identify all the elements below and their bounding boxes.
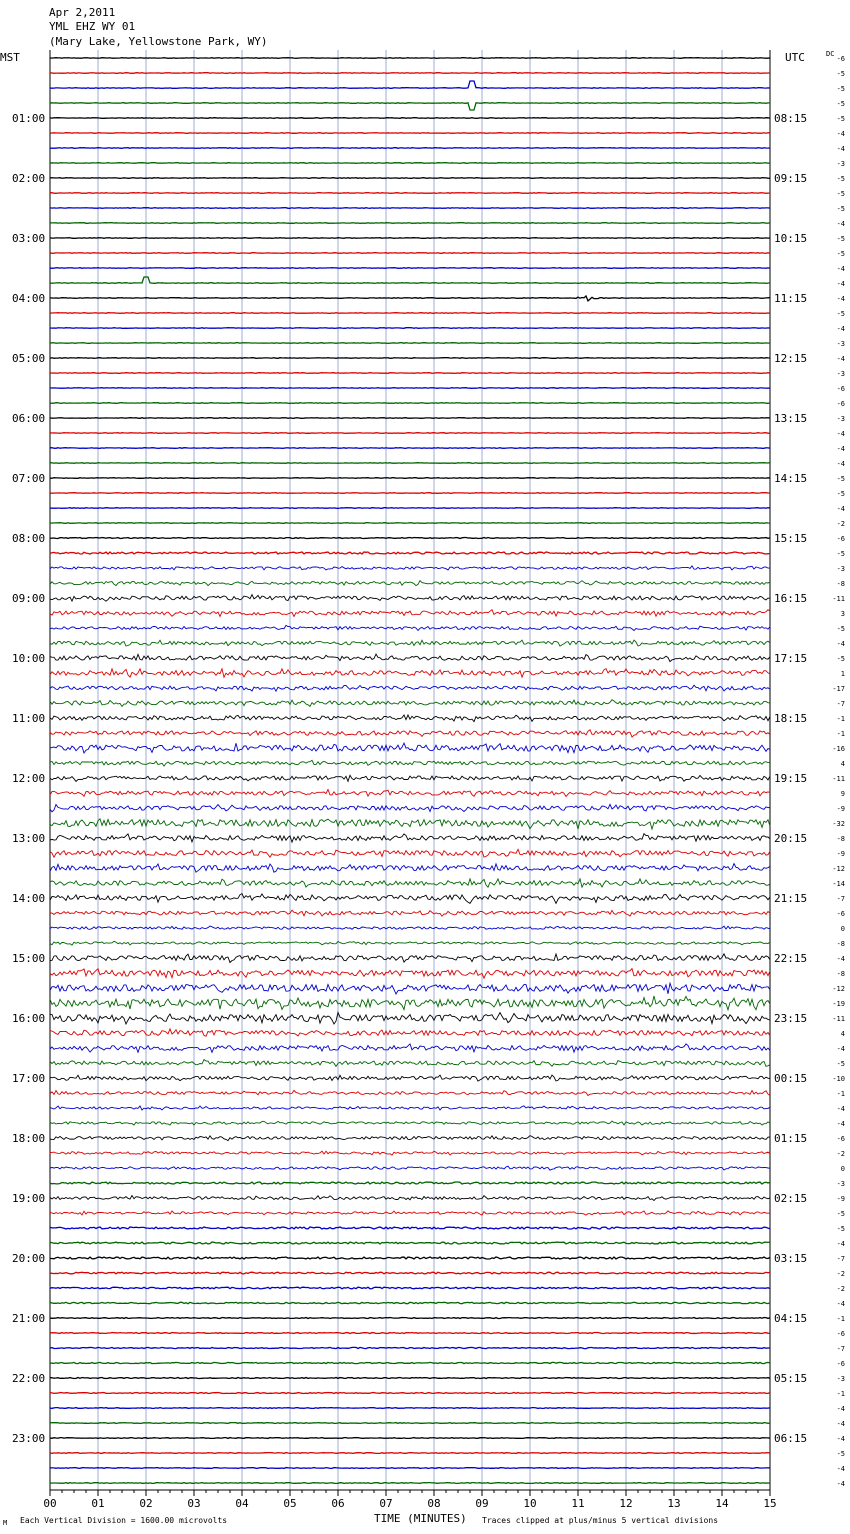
dc-offset-label: -4 bbox=[836, 325, 845, 333]
dc-offset-label: -5 bbox=[836, 115, 845, 123]
dc-offset-label: -3 bbox=[836, 370, 845, 378]
trace-19 bbox=[50, 343, 770, 344]
trace-66 bbox=[50, 1044, 770, 1052]
dc-offset-label: -4 bbox=[836, 1045, 845, 1053]
trace-22 bbox=[50, 388, 770, 389]
trace-26 bbox=[50, 448, 770, 449]
dc-offset-label: -5 bbox=[836, 1225, 845, 1233]
trace-78 bbox=[50, 1227, 770, 1229]
dc-offset-label: -4 bbox=[836, 1240, 845, 1248]
dc-offset-label: -5 bbox=[836, 190, 845, 198]
dc-offset-label: -11 bbox=[832, 775, 845, 783]
dc-offset-label: -4 bbox=[836, 265, 845, 273]
trace-68 bbox=[50, 1075, 770, 1081]
trace-7 bbox=[50, 163, 770, 164]
left-hour-label: 23:00 bbox=[12, 1432, 46, 1445]
corner-mark: M bbox=[3, 1519, 8, 1527]
x-tick-label: 12 bbox=[619, 1497, 633, 1510]
x-tick-label: 15 bbox=[763, 1497, 777, 1510]
dc-offset-label: -5 bbox=[836, 655, 845, 663]
trace-35 bbox=[50, 581, 770, 586]
x-tick-label: 07 bbox=[379, 1497, 393, 1510]
x-tick-label: 08 bbox=[427, 1497, 441, 1510]
dc-offset-label: -6 bbox=[836, 1330, 845, 1338]
dc-offset-label: -11 bbox=[832, 1015, 845, 1023]
right-hour-label: 13:15 bbox=[774, 412, 808, 425]
trace-6 bbox=[50, 148, 770, 149]
trace-34 bbox=[50, 566, 770, 570]
trace-33 bbox=[50, 552, 770, 554]
trace-94 bbox=[50, 1468, 770, 1469]
trace-38 bbox=[50, 625, 770, 630]
trace-60 bbox=[50, 954, 770, 963]
x-tick-label: 03 bbox=[187, 1497, 201, 1510]
left-hour-label: 05:00 bbox=[12, 352, 46, 365]
trace-69 bbox=[50, 1090, 770, 1095]
trace-84 bbox=[50, 1318, 770, 1319]
trace-43 bbox=[50, 700, 770, 707]
trace-45 bbox=[50, 730, 770, 737]
x-tick-label: 13 bbox=[667, 1497, 681, 1510]
trace-3 bbox=[50, 103, 770, 110]
right-hour-label: 11:15 bbox=[774, 292, 808, 305]
dc-offset-label: -4 bbox=[836, 1405, 845, 1413]
trace-79 bbox=[50, 1242, 770, 1244]
dc-offset-label: -3 bbox=[836, 1180, 845, 1188]
trace-65 bbox=[50, 1029, 770, 1036]
trace-24 bbox=[50, 418, 770, 419]
dc-offset-label: -4 bbox=[836, 430, 845, 438]
trace-53 bbox=[50, 849, 770, 857]
header-location: (Mary Lake, Yellowstone Park, WY) bbox=[49, 35, 268, 48]
dc-offset-label: -1 bbox=[836, 1315, 845, 1323]
dc-offset-label: -5 bbox=[836, 85, 845, 93]
dc-offset-label: 4 bbox=[840, 1030, 845, 1038]
x-tick-label: 01 bbox=[91, 1497, 105, 1510]
right-hour-label: 01:15 bbox=[774, 1132, 808, 1145]
trace-17 bbox=[50, 313, 770, 314]
dc-offset-label: -12 bbox=[832, 985, 845, 993]
trace-77 bbox=[50, 1211, 770, 1215]
dc-offset-label: -9 bbox=[836, 850, 845, 858]
right-hour-label: 15:15 bbox=[774, 532, 808, 545]
header-date: Apr 2,2011 bbox=[49, 6, 116, 19]
dc-offset-label: -5 bbox=[836, 100, 845, 108]
right-hour-label: 08:15 bbox=[774, 112, 808, 125]
dc-offset-label: -4 bbox=[836, 1465, 845, 1473]
left-hour-label: 08:00 bbox=[12, 532, 46, 545]
trace-10 bbox=[50, 208, 770, 209]
right-hour-label: 05:15 bbox=[774, 1372, 808, 1385]
x-tick-label: 04 bbox=[235, 1497, 249, 1510]
right-hour-label: 19:15 bbox=[774, 772, 808, 785]
dc-offset-label: -3 bbox=[836, 340, 845, 348]
trace-4 bbox=[50, 118, 770, 119]
x-tick-label: 09 bbox=[475, 1497, 489, 1510]
dc-offset-label: -12 bbox=[832, 865, 845, 873]
dc-offset-label: -4 bbox=[836, 1480, 845, 1488]
dc-offset-label: -9 bbox=[836, 1195, 845, 1203]
trace-83 bbox=[50, 1302, 770, 1303]
dc-offset-label: -4 bbox=[836, 445, 845, 453]
dc-offset-label: -7 bbox=[836, 1345, 845, 1353]
dc-offset-label: -5 bbox=[836, 1210, 845, 1218]
clip-note: Traces clipped at plus/minus 5 vertical divisions bbox=[482, 1516, 719, 1525]
trace-91 bbox=[50, 1423, 770, 1424]
trace-50 bbox=[50, 804, 770, 811]
trace-20 bbox=[50, 358, 770, 359]
trace-74 bbox=[50, 1166, 770, 1170]
left-hour-label: 12:00 bbox=[12, 772, 46, 785]
trace-47 bbox=[50, 760, 770, 766]
dc-offset-label: 9 bbox=[840, 790, 845, 798]
dc-offset-label: 0 bbox=[840, 1165, 845, 1173]
header-station: YML EHZ WY 01 bbox=[49, 20, 136, 33]
trace-15 bbox=[50, 277, 770, 283]
x-tick-label: 14 bbox=[715, 1497, 729, 1510]
right-hour-label: 12:15 bbox=[774, 352, 808, 365]
left-hour-label: 07:00 bbox=[12, 472, 46, 485]
dc-offset-label: -4 bbox=[836, 1120, 845, 1128]
trace-57 bbox=[50, 910, 770, 916]
dc-offset-label: -6 bbox=[836, 1360, 845, 1368]
trace-2 bbox=[50, 81, 770, 88]
x-tick-label: 00 bbox=[43, 1497, 57, 1510]
right-hour-label: 04:15 bbox=[774, 1312, 808, 1325]
dc-offset-label: -1 bbox=[836, 1090, 845, 1098]
dc-offset-label: -1 bbox=[836, 1390, 845, 1398]
trace-56 bbox=[50, 894, 770, 904]
trace-18 bbox=[50, 328, 770, 329]
trace-41 bbox=[50, 669, 770, 678]
dc-offset-label: -11 bbox=[832, 595, 845, 603]
trace-70 bbox=[50, 1106, 770, 1110]
x-axis bbox=[43, 1490, 776, 1510]
dc-offset-label: -2 bbox=[836, 1285, 845, 1293]
dc-offset-label: -6 bbox=[836, 400, 845, 408]
right-hour-label: 16:15 bbox=[774, 592, 808, 605]
trace-21 bbox=[50, 373, 770, 374]
dc-offset-label: -1 bbox=[836, 730, 845, 738]
trace-49 bbox=[50, 790, 770, 797]
trace-75 bbox=[50, 1182, 770, 1184]
trace-86 bbox=[50, 1347, 770, 1348]
dc-offset-label: -6 bbox=[836, 385, 845, 393]
trace-42 bbox=[50, 685, 770, 691]
left-hour-label: 11:00 bbox=[12, 712, 46, 725]
dc-offset-label: -3 bbox=[836, 565, 845, 573]
trace-40 bbox=[50, 654, 770, 662]
dc-offset-label: -16 bbox=[832, 745, 845, 753]
right-hour-label: 23:15 bbox=[774, 1012, 808, 1025]
trace-0 bbox=[50, 58, 770, 59]
dc-offset-label: -7 bbox=[836, 1255, 845, 1263]
dc-offset-label: -4 bbox=[836, 1435, 845, 1443]
dc-offset-label: -4 bbox=[836, 1300, 845, 1308]
dc-offset-label: -5 bbox=[836, 250, 845, 258]
left-hour-label: 04:00 bbox=[12, 292, 46, 305]
dc-offset-label: -4 bbox=[836, 1420, 845, 1428]
right-hour-label: 20:15 bbox=[774, 832, 808, 845]
x-tick-label: 11 bbox=[571, 1497, 585, 1510]
trace-59 bbox=[50, 941, 770, 945]
trace-12 bbox=[50, 238, 770, 239]
dc-offset-label: -2 bbox=[836, 1150, 845, 1158]
x-axis-title: TIME (MINUTES) bbox=[374, 1512, 467, 1525]
left-hour-labels bbox=[12, 112, 45, 1445]
trace-90 bbox=[50, 1408, 770, 1409]
dc-offset-label: 0 bbox=[840, 925, 845, 933]
left-hour-label: 19:00 bbox=[12, 1192, 46, 1205]
dc-offset-label: 3 bbox=[840, 610, 845, 618]
trace-29 bbox=[50, 493, 770, 494]
trace-36 bbox=[50, 595, 770, 602]
x-tick-label: 06 bbox=[331, 1497, 345, 1510]
dc-offset-label: -5 bbox=[836, 1450, 845, 1458]
dc-offset-label: -4 bbox=[836, 955, 845, 963]
trace-73 bbox=[50, 1151, 770, 1155]
trace-16 bbox=[50, 296, 770, 301]
trace-55 bbox=[50, 879, 770, 887]
trace-37 bbox=[50, 610, 770, 617]
left-hour-label: 16:00 bbox=[12, 1012, 46, 1025]
dc-offset-label: -19 bbox=[832, 1000, 845, 1008]
dc-offset-label: -4 bbox=[836, 505, 845, 513]
dc-offset-label: -10 bbox=[832, 1075, 845, 1083]
trace-32 bbox=[50, 538, 770, 539]
left-hour-label: 21:00 bbox=[12, 1312, 46, 1325]
left-hour-label: 03:00 bbox=[12, 232, 46, 245]
trace-76 bbox=[50, 1196, 770, 1201]
dc-offset-label: -5 bbox=[836, 550, 845, 558]
trace-8 bbox=[50, 178, 770, 179]
dc-offset-label: -5 bbox=[836, 1060, 845, 1068]
dc-offset-label: -2 bbox=[836, 520, 845, 528]
trace-81 bbox=[50, 1272, 770, 1274]
trace-92 bbox=[50, 1438, 770, 1439]
trace-89 bbox=[50, 1393, 770, 1394]
dc-offset-label: -8 bbox=[836, 970, 845, 978]
dc-offset-label: -4 bbox=[836, 460, 845, 468]
trace-52 bbox=[50, 834, 770, 842]
dc-offset-label: -5 bbox=[836, 625, 845, 633]
trace-48 bbox=[50, 775, 770, 781]
right-hour-label: 17:15 bbox=[774, 652, 808, 665]
left-hour-label: 09:00 bbox=[12, 592, 46, 605]
right-hour-label: 21:15 bbox=[774, 892, 808, 905]
trace-30 bbox=[50, 508, 770, 509]
dc-offset-label: -9 bbox=[836, 805, 845, 813]
dc-offset-label: -6 bbox=[836, 1135, 845, 1143]
trace-63 bbox=[50, 996, 770, 1010]
dc-offset-label: -6 bbox=[836, 535, 845, 543]
left-hour-label: 01:00 bbox=[12, 112, 46, 125]
dc-label: DC bbox=[826, 50, 835, 58]
right-hour-label: 18:15 bbox=[774, 712, 808, 725]
scale-note: Each Vertical Division = 1600.00 microvolts bbox=[20, 1516, 228, 1525]
left-hour-label: 15:00 bbox=[12, 952, 46, 965]
trace-13 bbox=[50, 253, 770, 254]
left-hour-label: 06:00 bbox=[12, 412, 46, 425]
trace-82 bbox=[50, 1287, 770, 1289]
trace-44 bbox=[50, 715, 770, 722]
trace-46 bbox=[50, 743, 770, 753]
dc-offset-label: -2 bbox=[836, 1270, 845, 1278]
trace-25 bbox=[50, 433, 770, 434]
dc-offset-label: -14 bbox=[832, 880, 845, 888]
left-hour-label: 14:00 bbox=[12, 892, 46, 905]
trace-72 bbox=[50, 1136, 770, 1141]
left-hour-label: 10:00 bbox=[12, 652, 46, 665]
left-hour-label: 18:00 bbox=[12, 1132, 46, 1145]
dc-offset-label: -5 bbox=[836, 235, 845, 243]
dc-offset-label: -32 bbox=[832, 820, 845, 828]
dc-offset-label: -6 bbox=[836, 910, 845, 918]
left-timezone-label: MST bbox=[0, 51, 20, 64]
trace-58 bbox=[50, 926, 770, 929]
dc-offset-label: -8 bbox=[836, 580, 845, 588]
grid bbox=[50, 50, 770, 1490]
trace-93 bbox=[50, 1453, 770, 1454]
left-hour-label: 02:00 bbox=[12, 172, 46, 185]
right-hour-label: 06:15 bbox=[774, 1432, 808, 1445]
right-hour-label: 00:15 bbox=[774, 1072, 808, 1085]
dc-offset-label: -8 bbox=[836, 835, 845, 843]
trace-9 bbox=[50, 193, 770, 194]
trace-71 bbox=[50, 1121, 770, 1125]
trace-39 bbox=[50, 640, 770, 646]
left-hour-label: 20:00 bbox=[12, 1252, 46, 1265]
x-tick-label: 05 bbox=[283, 1497, 297, 1510]
trace-23 bbox=[50, 403, 770, 404]
trace-27 bbox=[50, 463, 770, 464]
right-hour-label: 22:15 bbox=[774, 952, 808, 965]
left-hour-label: 22:00 bbox=[12, 1372, 46, 1385]
right-hour-label: 10:15 bbox=[774, 232, 808, 245]
dc-offset-label: -7 bbox=[836, 700, 845, 708]
dc-offset-label: -4 bbox=[836, 295, 845, 303]
right-hour-labels bbox=[774, 112, 807, 1445]
right-hour-label: 14:15 bbox=[774, 472, 808, 485]
dc-offset-label: -5 bbox=[836, 490, 845, 498]
dc-offset-label: 1 bbox=[840, 670, 845, 678]
trace-51 bbox=[50, 819, 770, 829]
trace-28 bbox=[50, 478, 770, 479]
dc-offset-label: -5 bbox=[836, 475, 845, 483]
dc-offset-label: -8 bbox=[836, 940, 845, 948]
dc-offset-label: -3 bbox=[836, 1375, 845, 1383]
dc-offset-label: -1 bbox=[836, 715, 845, 723]
dc-offset-label: -17 bbox=[832, 685, 845, 693]
left-hour-label: 17:00 bbox=[12, 1072, 46, 1085]
left-hour-label: 13:00 bbox=[12, 832, 46, 845]
dc-offset-label: -7 bbox=[836, 895, 845, 903]
trace-88 bbox=[50, 1378, 770, 1379]
right-timezone-label: UTC bbox=[785, 51, 805, 64]
trace-85 bbox=[50, 1333, 770, 1334]
trace-62 bbox=[50, 983, 770, 994]
dc-offset-label: -4 bbox=[836, 640, 845, 648]
right-hour-label: 09:15 bbox=[774, 172, 808, 185]
x-tick-label: 02 bbox=[139, 1497, 153, 1510]
trace-64 bbox=[50, 1012, 770, 1024]
dc-offset-label: -3 bbox=[836, 160, 845, 168]
trace-group bbox=[50, 58, 770, 1484]
trace-80 bbox=[50, 1257, 770, 1259]
trace-5 bbox=[50, 133, 770, 134]
right-hour-label: 02:15 bbox=[774, 1192, 808, 1205]
dc-offset-label: 4 bbox=[840, 760, 845, 768]
trace-31 bbox=[50, 523, 770, 524]
dc-offset-labels bbox=[832, 55, 845, 1488]
dc-offset-label: -5 bbox=[836, 175, 845, 183]
trace-11 bbox=[50, 223, 770, 224]
dc-offset-label: -4 bbox=[836, 355, 845, 363]
x-tick-label: 10 bbox=[523, 1497, 537, 1510]
trace-87 bbox=[50, 1362, 770, 1363]
dc-offset-label: -5 bbox=[836, 310, 845, 318]
trace-54 bbox=[50, 864, 770, 873]
dc-offset-label: -6 bbox=[836, 55, 845, 63]
dc-offset-label: -4 bbox=[836, 220, 845, 228]
dc-offset-label: -5 bbox=[836, 70, 845, 78]
trace-1 bbox=[50, 73, 770, 74]
dc-offset-label: -4 bbox=[836, 130, 845, 138]
trace-14 bbox=[50, 268, 770, 269]
dc-offset-label: -4 bbox=[836, 280, 845, 288]
dc-offset-label: -4 bbox=[836, 145, 845, 153]
trace-95 bbox=[50, 1483, 770, 1484]
trace-67 bbox=[50, 1060, 770, 1067]
trace-61 bbox=[50, 969, 770, 979]
dc-offset-label: -5 bbox=[836, 205, 845, 213]
dc-offset-label: -3 bbox=[836, 415, 845, 423]
dc-offset-label: -4 bbox=[836, 1105, 845, 1113]
right-hour-label: 03:15 bbox=[774, 1252, 808, 1265]
